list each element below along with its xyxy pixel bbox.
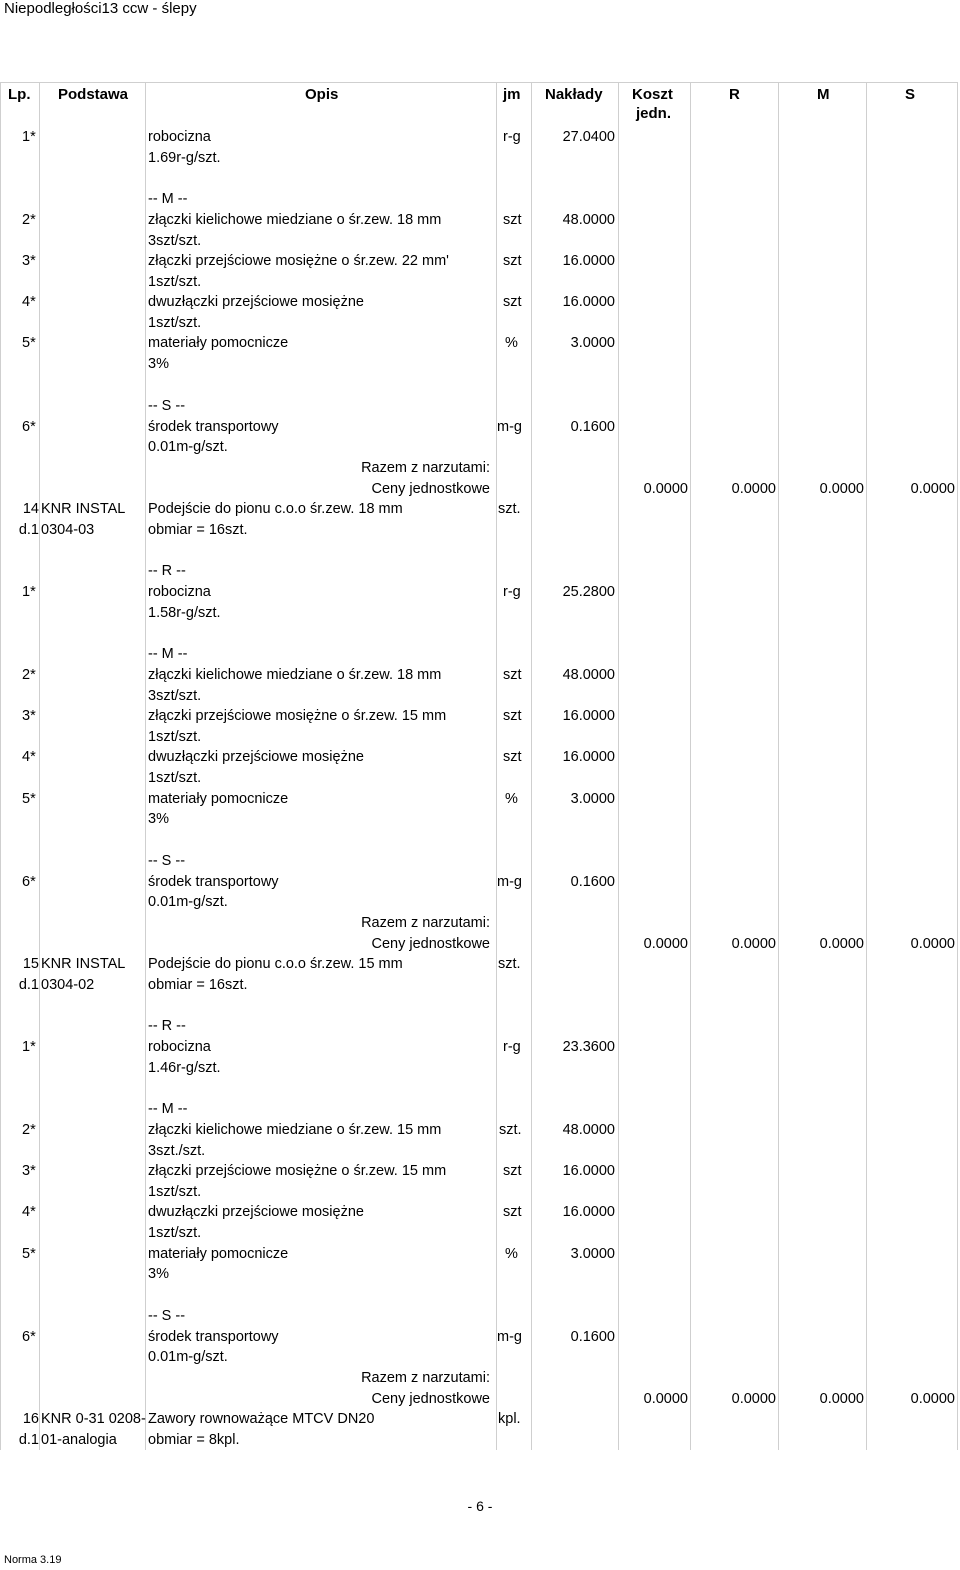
row-jm: m-g — [497, 874, 522, 890]
position-podstawa-code: 0304-02 — [41, 977, 95, 993]
row-jm: szt — [503, 294, 522, 310]
row-opis: środek transportowy — [148, 1329, 279, 1345]
section-label: -- M -- — [148, 1101, 188, 1117]
header-top-line — [0, 82, 958, 83]
razem-label: Razem z narzutami: — [361, 1370, 490, 1386]
software-version: Norma 3.19 — [4, 1554, 62, 1566]
position-number: 14 — [22, 501, 39, 517]
header-opis: Opis — [305, 86, 339, 103]
position-podstawa-code: 0304-03 — [41, 522, 95, 538]
row-jm: m-g — [497, 419, 522, 435]
row-opis: złączki kielichowe miedziane o śr.zew. 15 mm — [148, 1122, 442, 1138]
row-naklady: 27.0400 — [562, 129, 615, 145]
row-opis-norm: 3% — [148, 811, 169, 827]
position-podstawa: KNR INSTAL — [41, 956, 126, 972]
position-number-suffix: d.1 — [18, 977, 39, 993]
row-opis-norm: 0.01m-g/szt. — [148, 439, 228, 455]
row-lp: 2* — [22, 212, 36, 228]
row-opis-norm: 3% — [148, 1266, 169, 1282]
position-obmiar: obmiar = 16szt. — [148, 522, 248, 538]
row-naklady: 23.3600 — [562, 1039, 615, 1055]
row-naklady: 48.0000 — [562, 667, 615, 683]
row-lp: 5* — [22, 791, 36, 807]
position-number: 15 — [22, 956, 39, 972]
row-opis-norm: 1szt/szt. — [148, 1184, 202, 1200]
ceny-r: 0.0000 — [731, 936, 776, 952]
row-lp: 3* — [22, 708, 36, 724]
grid-line — [957, 82, 958, 1450]
row-opis-norm: 3szt./szt. — [148, 1143, 206, 1159]
grid-line — [690, 82, 691, 1450]
document-title: Niepodległości13 ccw - ślepy — [4, 0, 197, 17]
ceny-koszt: 0.0000 — [643, 1391, 688, 1407]
row-opis-norm: 3szt/szt. — [148, 233, 202, 249]
ceny-label: Ceny jednostkowe — [371, 1391, 490, 1407]
row-opis-norm: 1.58r-g/szt. — [148, 605, 221, 621]
row-jm: szt — [503, 749, 522, 765]
razem-label: Razem z narzutami: — [361, 460, 490, 476]
grid-line — [778, 82, 779, 1450]
row-naklady: 16.0000 — [562, 294, 615, 310]
row-opis-norm: 1szt/szt. — [148, 274, 202, 290]
row-lp: 3* — [22, 253, 36, 269]
position-jm: szt. — [498, 501, 521, 517]
grid-line — [39, 82, 40, 1450]
row-opis: robocizna — [148, 129, 211, 145]
section-label: -- R -- — [148, 1018, 186, 1034]
row-jm: szt — [503, 708, 522, 724]
row-naklady: 16.0000 — [562, 749, 615, 765]
row-naklady: 16.0000 — [562, 1163, 615, 1179]
row-opis-norm: 0.01m-g/szt. — [148, 894, 228, 910]
position-number-suffix: d.1 — [18, 522, 39, 538]
position-opis: Zawory rownoważące MTCV DN20 — [148, 1411, 375, 1427]
row-opis: dwuzłączki przejściowe mosiężne — [148, 294, 364, 310]
row-naklady: 0.1600 — [570, 1329, 615, 1345]
row-jm: r-g — [503, 584, 521, 600]
ceny-label: Ceny jednostkowe — [371, 481, 490, 497]
row-opis: środek transportowy — [148, 419, 279, 435]
row-naklady: 0.1600 — [570, 874, 615, 890]
row-opis: złączki przejściowe mosiężne o śr.zew. 22 mm' — [148, 253, 449, 269]
position-podstawa-code: 01-analogia — [41, 1432, 117, 1448]
ceny-m: 0.0000 — [819, 1391, 864, 1407]
row-naklady: 16.0000 — [562, 1204, 615, 1220]
grid-line — [531, 82, 532, 1450]
position-number-suffix: d.1 — [18, 1432, 39, 1448]
page-number: - 6 - — [467, 1498, 493, 1514]
row-opis-norm: 1.46r-g/szt. — [148, 1060, 221, 1076]
row-opis-norm: 1szt/szt. — [148, 1225, 202, 1241]
ceny-r: 0.0000 — [731, 1391, 776, 1407]
row-naklady: 16.0000 — [562, 708, 615, 724]
row-opis: materiały pomocnicze — [148, 335, 289, 351]
row-opis: robocizna — [148, 584, 211, 600]
row-opis-norm: 1szt/szt. — [148, 315, 202, 331]
row-opis: złączki kielichowe miedziane o śr.zew. 18 mm — [148, 667, 442, 683]
row-naklady: 3.0000 — [570, 335, 615, 351]
header-koszt: Koszt — [632, 86, 673, 103]
grid-line — [145, 82, 146, 1450]
section-label: -- M -- — [148, 646, 188, 662]
ceny-s: 0.0000 — [910, 481, 955, 497]
position-podstawa: KNR 0-31 0208- — [41, 1411, 146, 1427]
row-opis: środek transportowy — [148, 874, 279, 890]
row-lp: 1* — [22, 584, 36, 600]
row-opis-norm: 3szt/szt. — [148, 688, 202, 704]
ceny-r: 0.0000 — [731, 481, 776, 497]
row-naklady: 0.1600 — [570, 419, 615, 435]
row-opis-norm: 1szt/szt. — [148, 770, 202, 786]
row-jm: m-g — [497, 1329, 522, 1345]
row-lp: 4* — [22, 294, 36, 310]
grid-line — [0, 82, 1, 1450]
row-jm: r-g — [503, 1039, 521, 1055]
section-label: -- R -- — [148, 563, 186, 579]
position-obmiar: obmiar = 16szt. — [148, 977, 248, 993]
grid-line — [618, 82, 619, 1450]
header-koszt-jedn: jedn. — [636, 105, 672, 122]
row-opis: materiały pomocnicze — [148, 1246, 289, 1262]
row-lp: 6* — [22, 874, 36, 890]
row-lp: 5* — [22, 335, 36, 351]
row-naklady: 48.0000 — [562, 212, 615, 228]
row-opis: złączki przejściowe mosiężne o śr.zew. 15 mm — [148, 1163, 447, 1179]
row-naklady: 3.0000 — [570, 1246, 615, 1262]
header-m: M — [817, 86, 830, 103]
row-jm: szt. — [499, 1122, 522, 1138]
position-opis: Podejście do pionu c.o.o śr.zew. 15 mm — [148, 956, 403, 972]
row-naklady: 3.0000 — [570, 791, 615, 807]
row-lp: 4* — [22, 749, 36, 765]
ceny-koszt: 0.0000 — [643, 481, 688, 497]
position-jm: szt. — [498, 956, 521, 972]
row-jm: % — [505, 1246, 518, 1262]
grid-line — [496, 82, 497, 1450]
section-label: -- S -- — [148, 398, 186, 414]
row-opis-norm: 3% — [148, 356, 169, 372]
row-lp: 6* — [22, 419, 36, 435]
position-opis: Podejście do pionu c.o.o śr.zew. 18 mm — [148, 501, 403, 517]
position-podstawa: KNR INSTAL — [41, 501, 126, 517]
row-jm: r-g — [503, 129, 521, 145]
row-opis: robocizna — [148, 1039, 211, 1055]
header-s: S — [905, 86, 916, 103]
row-jm: szt — [503, 212, 522, 228]
position-jm: kpl. — [498, 1411, 521, 1427]
row-opis: złączki kielichowe miedziane o śr.zew. 18 mm — [148, 212, 442, 228]
ceny-s: 0.0000 — [910, 936, 955, 952]
row-lp: 4* — [22, 1204, 36, 1220]
row-lp: 6* — [22, 1329, 36, 1345]
row-opis-norm: 1szt/szt. — [148, 729, 202, 745]
ceny-m: 0.0000 — [819, 481, 864, 497]
position-obmiar: obmiar = 8kpl. — [148, 1432, 240, 1448]
row-lp: 2* — [22, 667, 36, 683]
row-opis: dwuzłączki przejściowe mosiężne — [148, 1204, 364, 1220]
row-naklady: 25.2800 — [562, 584, 615, 600]
ceny-m: 0.0000 — [819, 936, 864, 952]
row-lp: 1* — [22, 129, 36, 145]
header-naklady: Nakłady — [545, 86, 603, 103]
row-jm: szt — [503, 1163, 522, 1179]
row-naklady: 48.0000 — [562, 1122, 615, 1138]
ceny-s: 0.0000 — [910, 1391, 955, 1407]
row-jm: szt — [503, 253, 522, 269]
header-jm: jm — [503, 86, 521, 103]
header-r: R — [729, 86, 740, 103]
row-jm: % — [505, 335, 518, 351]
header-podstawa: Podstawa — [58, 86, 129, 103]
row-jm: szt — [503, 1204, 522, 1220]
ceny-koszt: 0.0000 — [643, 936, 688, 952]
row-lp: 5* — [22, 1246, 36, 1262]
section-label: -- M -- — [148, 191, 188, 207]
row-jm: % — [505, 791, 518, 807]
position-number: 16 — [22, 1411, 39, 1427]
header-lp: Lp. — [8, 86, 31, 103]
row-opis: dwuzłączki przejściowe mosiężne — [148, 749, 364, 765]
row-opis-norm: 1.69r-g/szt. — [148, 150, 221, 166]
ceny-label: Ceny jednostkowe — [371, 936, 490, 952]
row-lp: 3* — [22, 1163, 36, 1179]
row-lp: 2* — [22, 1122, 36, 1138]
grid-line — [866, 82, 867, 1450]
row-opis: materiały pomocnicze — [148, 791, 289, 807]
row-lp: 1* — [22, 1039, 36, 1055]
razem-label: Razem z narzutami: — [361, 915, 490, 931]
row-opis: złączki przejściowe mosiężne o śr.zew. 15 mm — [148, 708, 447, 724]
section-label: -- S -- — [148, 1308, 186, 1324]
row-jm: szt — [503, 667, 522, 683]
row-opis-norm: 0.01m-g/szt. — [148, 1349, 228, 1365]
section-label: -- S -- — [148, 853, 186, 869]
row-naklady: 16.0000 — [562, 253, 615, 269]
